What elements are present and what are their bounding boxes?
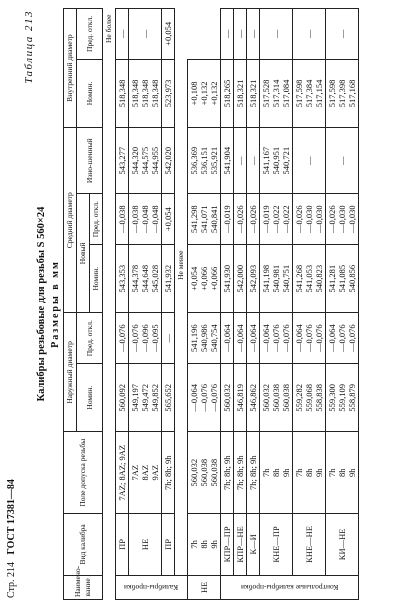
middle-tol [326, 194, 359, 245]
group-label [116, 575, 188, 599]
table-row [162, 9, 175, 600]
middle-nominal-value: 541,198 [261, 264, 271, 293]
middle-nominal-value: 540,986 [199, 324, 209, 353]
middle-worn-value: 540,721 [281, 146, 291, 175]
inner-tol [116, 9, 129, 60]
middle-worn-value: 542,020 [163, 146, 173, 175]
outer-nominal [326, 364, 359, 432]
table-row [221, 9, 234, 600]
middle-nominal [234, 245, 247, 313]
inner-tol-value: — [304, 29, 314, 39]
note-row [175, 9, 188, 600]
inner-tol [247, 9, 260, 60]
outer-nominal-value: 558,838 [314, 383, 324, 412]
outer-tol [162, 313, 175, 364]
inner-tol [326, 9, 359, 60]
middle-tol [293, 194, 326, 245]
table-row [129, 9, 162, 600]
tolerance-field-value: 7h; 8h; 9h [248, 455, 258, 490]
middle-tol-value: —0,038 [117, 205, 127, 233]
group-label [221, 575, 359, 599]
outer-tol [260, 313, 293, 364]
outer-tol [221, 313, 234, 364]
middle-nominal-value: 541,268 [294, 264, 304, 293]
outer-nominal-value: 546,819 [235, 383, 245, 412]
inner-nominal [234, 59, 247, 127]
inner-nominal-value: 517,528 [261, 79, 271, 108]
middle-nominal-value: 544,378 [130, 264, 140, 293]
inner-nominal-value: 536,369 [189, 146, 199, 175]
middle-tol [116, 194, 129, 245]
inner-nominal [162, 59, 175, 127]
outer-nominal-value: 560,032 [261, 383, 271, 412]
middle-tol-value: —0,026 [327, 205, 337, 233]
middle-tol-value: +0,066 [199, 266, 209, 291]
inner-tol-value: — [222, 29, 232, 39]
page-number: Стр. 214 [6, 561, 17, 598]
inner-tol [293, 9, 326, 60]
middle-tol-value: —0,048 [140, 205, 150, 233]
outer-nominal-value: 546,862 [248, 383, 258, 412]
inner-nominal [116, 59, 129, 127]
tolerance-field-value: 7AZ; 8AZ; 9AZ [117, 444, 127, 501]
inner-tol-value: — [235, 29, 245, 39]
gauge-table [63, 8, 359, 600]
inner-nominal-value: 517,314 [271, 79, 281, 108]
outer-tol-value: —0,096 [140, 324, 150, 353]
inner-tol [260, 9, 293, 60]
middle-tol [129, 194, 162, 245]
tolerance-field [260, 432, 293, 514]
outer-nominal [162, 364, 175, 432]
middle-tol-value: +0,054 [189, 266, 199, 291]
outer-nominal [247, 364, 260, 432]
col-inner: Внутренний диаметр [64, 9, 77, 128]
middle-nominal-value: 545,028 [150, 264, 160, 293]
outer-nominal-value: 565,652 [163, 383, 173, 412]
middle-nominal-value: 540,754 [209, 324, 219, 353]
middle-worn [188, 194, 221, 245]
outer-tol-value: —0,064 [189, 383, 199, 412]
middle-worn-value: 541,298 [189, 205, 199, 233]
inner-nominal-value: 518,321 [235, 79, 245, 108]
table-body [103, 9, 359, 600]
middle-tol-value: —0,038 [130, 205, 140, 233]
inner-nominal-value: 517,168 [347, 79, 357, 108]
inner-nominal-value: 517,598 [327, 79, 337, 108]
outer-tol-value: —0,064 [235, 324, 245, 353]
note-row [103, 9, 116, 600]
table-row [188, 9, 221, 600]
outer-tol [188, 364, 221, 432]
middle-tol-value: —0,030 [347, 205, 357, 233]
tolerance-field-value: 7h; 8h; 9h [222, 455, 232, 490]
outer-tol-value: —0,076 [209, 383, 219, 412]
inner-nominal-value: 536,151 [199, 146, 209, 175]
table-row [247, 9, 260, 600]
outer-nominal [188, 432, 221, 514]
gauge-type: КИ—НЕ [326, 514, 359, 576]
outer-nominal-value: 558,879 [347, 383, 357, 412]
group-label-text: Калибры-пробки [124, 583, 179, 593]
inner-nominal-value: 517,154 [314, 79, 324, 108]
gauge-type: ПР [162, 514, 175, 576]
middle-tol-value: —0,022 [271, 205, 281, 233]
tolerance-field-value: 8h [271, 468, 281, 477]
tolerance-field-value: 8AZ [140, 464, 150, 481]
col-middle-new: Новый [77, 194, 90, 313]
outer-tol [116, 313, 129, 364]
table-title: Калибры резьбовые для резьбы S 560×24 [36, 206, 47, 402]
inner-nominal [221, 59, 234, 127]
tolerance-field [293, 432, 326, 514]
inner-nominal-value: 518,321 [248, 79, 258, 108]
outer-nominal-value: 549,852 [150, 383, 160, 412]
tolerance-field-value: 9h [314, 468, 324, 477]
tolerance-field-value: 7AZ [130, 464, 140, 481]
outer-tol-value: —0,064 [222, 324, 232, 353]
middle-nominal-value: 540,751 [281, 264, 291, 293]
middle-worn [129, 128, 162, 194]
outer-nominal [234, 364, 247, 432]
middle-worn-value: — [337, 156, 347, 165]
middle-nominal [221, 245, 234, 313]
outer-nominal [260, 364, 293, 432]
note-ne-bolee: Не более [103, 9, 116, 128]
middle-worn [116, 128, 129, 194]
outer-tol-value: —0,064 [261, 324, 271, 353]
middle-worn-value: 540,951 [271, 146, 281, 175]
outer-nominal-value: 559,109 [337, 383, 347, 412]
middle-worn-value: — [248, 156, 258, 165]
tolerance-field [234, 432, 247, 514]
middle-worn-value: — [304, 156, 314, 165]
outer-tol-value: — [163, 333, 173, 343]
inner-tol-value: +0,132 [199, 81, 209, 106]
gauge-type: КПР—ПР [221, 514, 234, 576]
outer-tol [234, 313, 247, 364]
outer-tol-value: —0,064 [327, 324, 337, 353]
outer-nominal-value: 560,092 [117, 383, 127, 412]
table-row [326, 9, 359, 600]
middle-worn-value: — [235, 156, 245, 165]
note-pad [175, 364, 188, 576]
tolerance-field-value: 7h; 8h; 9h [235, 455, 245, 490]
middle-tol [188, 245, 221, 313]
middle-tol [221, 194, 234, 245]
middle-worn-value: 541,167 [261, 146, 271, 175]
tolerance-field [247, 432, 260, 514]
middle-tol-value: —0,026 [294, 205, 304, 233]
inner-nominal [188, 128, 221, 194]
inner-nominal-value: 523,973 [163, 79, 173, 108]
middle-nominal-value: 540,823 [314, 264, 324, 293]
middle-tol-value: —0,030 [304, 205, 314, 233]
inner-nominal-value: 517,398 [337, 79, 347, 108]
inner-nominal [260, 59, 293, 127]
outer-nominal-value: 560,032 [189, 458, 199, 487]
tolerance-field-value: 7h; 8h; 9h [163, 455, 173, 490]
tolerance-field-value: 9h [209, 540, 219, 549]
middle-nominal-value: 541,196 [189, 324, 199, 353]
middle-worn [326, 128, 359, 194]
tolerance-field [129, 432, 162, 514]
inner-tol-value: — [337, 29, 347, 39]
tolerance-field-value: 8h [199, 540, 209, 549]
col-naimenovanie: Наимено-вание [64, 575, 103, 599]
col-inner-tol: Пред. откл. [77, 9, 103, 60]
outer-nominal-value: 560,038 [271, 383, 281, 412]
col-inner-nominal: Номин. [77, 59, 103, 127]
middle-nominal-value: 542,000 [235, 264, 245, 293]
middle-tol-value: —0,048 [150, 205, 160, 233]
inner-tol-value: — [271, 29, 281, 39]
col-middle-nominal: Номин. [90, 245, 103, 313]
outer-nominal [293, 364, 326, 432]
col-vid: Вид калибра [64, 514, 103, 576]
middle-nominal-value: 541,932 [163, 264, 173, 293]
middle-nominal-value: 540,981 [271, 264, 281, 293]
inner-nominal [247, 59, 260, 127]
inner-nominal-value: 517,084 [281, 79, 291, 108]
inner-tol-value: +0,054 [163, 21, 173, 46]
table-row [116, 9, 129, 600]
outer-tol-value: —0,076 [199, 383, 209, 412]
gauge-type: ПР [116, 514, 129, 576]
outer-nominal [129, 364, 162, 432]
gauge-type: КНЕ—ПР [260, 514, 293, 576]
inner-nominal-value: 517,384 [304, 79, 314, 108]
col-outer-tol: Пред. откл. [77, 313, 103, 364]
col-outer-nominal: Номин. [77, 364, 103, 432]
table-subtitle: Размеры в мм [50, 260, 61, 348]
middle-tol [234, 194, 247, 245]
middle-nominal [116, 245, 129, 313]
middle-nominal [129, 245, 162, 313]
middle-nominal-value: 544,648 [140, 264, 150, 293]
tolerance-field-value: 7h [294, 468, 304, 477]
note-ne-menee: Не менее [175, 245, 188, 364]
inner-nominal [293, 59, 326, 127]
tolerance-field-value: 7h [327, 468, 337, 477]
standard-number: ГОСТ 17381—84 [6, 479, 17, 555]
col-middle-worn: Изно-шенный [77, 128, 103, 194]
inner-tol-value: +0,108 [189, 81, 199, 106]
inner-nominal-value: 518,348 [140, 79, 150, 108]
middle-worn-value: 544,320 [130, 146, 140, 175]
outer-tol-value: —0,064 [294, 324, 304, 353]
inner-nominal-value: 518,348 [117, 79, 127, 108]
middle-tol [247, 194, 260, 245]
inner-nominal [129, 59, 162, 127]
middle-tol-value: —0,026 [235, 205, 245, 233]
outer-tol [293, 313, 326, 364]
outer-nominal-value: 549,472 [140, 383, 150, 412]
col-middle-tol: Пред. откл. [90, 194, 103, 245]
middle-nominal [293, 245, 326, 313]
tolerance-field-value: 9h [281, 468, 291, 477]
middle-nominal [188, 313, 221, 364]
gauge-type: КНЕ—НЕ [293, 514, 326, 576]
inner-nominal [326, 59, 359, 127]
outer-tol-value: —0,095 [150, 324, 160, 353]
col-pole: Поле допуска резьбы [64, 432, 103, 514]
inner-tol [129, 9, 162, 60]
outer-nominal-value: 560,038 [209, 458, 219, 487]
table-row [260, 9, 293, 600]
inner-tol-value: — [140, 29, 150, 39]
outer-tol-value: —0,076 [314, 324, 324, 353]
inner-tol [234, 9, 247, 60]
gauge-type: НЕ [129, 514, 162, 576]
middle-worn [162, 128, 175, 194]
middle-nominal-value: 540,856 [347, 264, 357, 293]
middle-tol-value: +0,066 [209, 266, 219, 291]
tolerance-field-value: 7h [261, 468, 271, 477]
tolerance-field-value: 9AZ [150, 464, 160, 481]
inner-tol-value: — [117, 29, 127, 39]
tolerance-field-value: 8h [337, 468, 347, 477]
inner-nominal-value: 517,598 [294, 79, 304, 108]
table-number: Таблица 213 [23, 10, 35, 84]
outer-tol-value: —0,076 [337, 324, 347, 353]
middle-worn [234, 128, 247, 194]
middle-nominal [162, 245, 175, 313]
middle-worn-value: 541,904 [222, 146, 232, 175]
tolerance-field-value: 7h [189, 540, 199, 549]
outer-tol-value: —0,064 [248, 324, 258, 353]
inner-nominal-value: 518,348 [130, 79, 140, 108]
middle-tol-value: +0,054 [163, 207, 173, 232]
tolerance-field [162, 432, 175, 514]
outer-tol-value: —0,076 [117, 324, 127, 353]
middle-nominal [247, 245, 260, 313]
outer-tol-value: —0,076 [271, 324, 281, 353]
table-row [234, 9, 247, 600]
outer-nominal-value: 560,038 [199, 458, 209, 487]
outer-nominal [116, 364, 129, 432]
middle-worn [247, 128, 260, 194]
middle-worn [260, 128, 293, 194]
middle-nominal [260, 245, 293, 313]
middle-tol-value: —0,022 [281, 205, 291, 233]
inner-tol-value: +0,132 [209, 81, 219, 106]
note-pad [103, 128, 116, 600]
outer-tol-value: —0,076 [347, 324, 357, 353]
middle-tol-value: —0,019 [222, 205, 232, 233]
outer-tol [247, 313, 260, 364]
inner-tol [162, 9, 175, 60]
tolerance-field-value: 8h [304, 468, 314, 477]
tolerance-field [116, 432, 129, 514]
middle-worn-value: 541,071 [199, 205, 209, 233]
middle-tol-value: —0,026 [248, 205, 258, 233]
outer-nominal [221, 364, 234, 432]
tolerance-field [221, 432, 234, 514]
outer-tol [129, 313, 162, 364]
outer-nominal-value: 559,282 [294, 383, 304, 412]
middle-tol [260, 194, 293, 245]
outer-nominal-value: 560,032 [222, 383, 232, 412]
outer-nominal-value: 549,197 [130, 383, 140, 412]
middle-tol-value: —0,030 [314, 205, 324, 233]
middle-worn-value: 543,277 [117, 146, 127, 175]
inner-nominal-value: 535,921 [209, 146, 219, 175]
col-outer: Наружный диаметр [64, 313, 77, 432]
tolerance-field [326, 432, 359, 514]
middle-nominal-value: 543,353 [117, 264, 127, 293]
middle-tol [162, 194, 175, 245]
middle-tol-value: —0,019 [261, 205, 271, 233]
middle-worn-value: 544,575 [140, 146, 150, 175]
middle-tol-value: —0,030 [337, 205, 347, 233]
middle-nominal-value: 541,053 [304, 264, 314, 293]
inner-nominal-value: 518,265 [222, 79, 232, 108]
middle-nominal [326, 245, 359, 313]
outer-nominal-value: 559,068 [304, 383, 314, 412]
inner-tol-value: — [248, 29, 258, 39]
middle-nominal-value: 541,085 [337, 264, 347, 293]
table-row [293, 9, 326, 600]
gauge-type: НЕ [188, 575, 221, 599]
inner-nominal-value: 518,348 [150, 79, 160, 108]
middle-nominal-value: 541,281 [327, 264, 337, 293]
middle-nominal-value: 542,093 [248, 264, 258, 293]
outer-nominal-value: 560,038 [281, 383, 291, 412]
page-header [6, 479, 17, 598]
middle-worn [221, 128, 234, 194]
outer-tol-value: —0,076 [130, 324, 140, 353]
inner-tol [188, 59, 221, 127]
middle-worn-value: 540,841 [209, 205, 219, 233]
tolerance-field-value: 9h [347, 468, 357, 477]
middle-worn-value: 544,955 [150, 146, 160, 175]
outer-nominal-value: 559,300 [327, 383, 337, 412]
middle-worn [293, 128, 326, 194]
outer-tol-value: —0,076 [304, 324, 314, 353]
outer-tol-value: —0,076 [281, 324, 291, 353]
middle-nominal-value: 541,930 [222, 264, 232, 293]
tolerance-field [188, 514, 221, 576]
outer-tol [326, 313, 359, 364]
group-label-text: Контрольные калибры-пробки [240, 583, 339, 593]
gauge-type: КПР—НЕ [234, 514, 247, 576]
gauge-type: К—И [247, 514, 260, 576]
col-middle: Средний диаметр [64, 128, 77, 313]
inner-tol [221, 9, 234, 60]
